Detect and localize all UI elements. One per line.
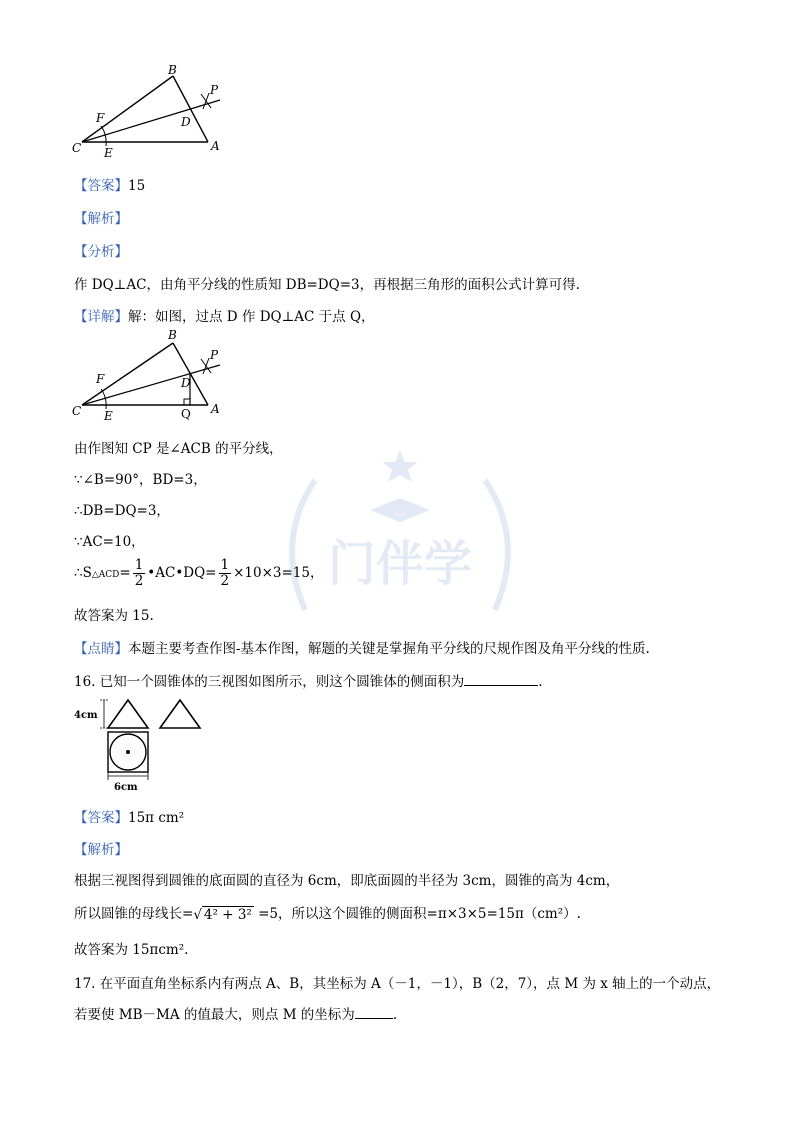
q15-step5: ∴S△ACD= $\frac{1}{2}$ •AC•DQ= $\frac{1}{2}$ ×10×3=15， xyxy=(74,557,324,589)
figure-angle-bisector-1 xyxy=(70,60,240,160)
label-q: Q xyxy=(181,407,191,421)
label-a: A xyxy=(211,139,220,153)
answer-blank xyxy=(464,685,538,686)
q17-line2: 若要使 MB－MA 的值最大，则点 M 的坐标为 . xyxy=(74,1007,398,1023)
q15-conclusion: 故答案为 15. xyxy=(74,608,154,624)
q15-step4: ∵AC=10， xyxy=(74,534,145,550)
detail-tag: 【详解】 xyxy=(74,309,128,325)
answer-value: 15π cm² xyxy=(128,810,185,826)
answer-blank xyxy=(355,1018,393,1019)
label-e: E xyxy=(104,409,113,423)
watermark-text: 门伴学 xyxy=(327,536,473,592)
q16-question: 16. 已知一个圆锥体的三视图如图所示，则这个圆锥体的侧面积为 . xyxy=(74,674,543,690)
q16-answer xyxy=(74,806,184,826)
q16-line2: 所以圆锥的母线长= √ 4² + 3² =5，所以这个圆锥的侧面积=π×3×5=15π（cm²）. xyxy=(74,906,581,923)
fraction-half: $\frac{1}{2}$ xyxy=(220,557,230,589)
q15-answer xyxy=(74,174,145,194)
q15-step2: ∵∠B=90°，BD=3， xyxy=(74,472,207,488)
q15-step1: 由作图知 CP 是∠ACB 的平分线， xyxy=(74,441,283,457)
label-b: B xyxy=(168,63,177,77)
label-f: F xyxy=(96,372,105,386)
q16-analysis: 根据三视图得到圆锥的底面圆的直径为 6cm，即底面圆的半径为 3cm，圆锥的高为 4cm， xyxy=(74,873,620,889)
label-e: E xyxy=(104,146,113,160)
detail-text: 解：如图，过点 D 作 DQ⊥AC 于点 Q， xyxy=(128,309,375,325)
answer-value: 15 xyxy=(128,178,146,194)
q15-review xyxy=(74,637,650,657)
label-d: D xyxy=(181,115,191,129)
q15-fenxi-tag: 【分析】 xyxy=(74,244,128,260)
label-c: C xyxy=(72,141,82,155)
answer-tag: 【答案】 xyxy=(74,810,128,826)
label-f: F xyxy=(96,111,105,125)
dim-height: 4cm xyxy=(74,710,98,721)
q16-conclusion: 故答案为 15πcm². xyxy=(74,942,189,958)
q17-line1: 17. 在平面直角坐标系内有两点 A、B，其坐标为 A（－1，－1），B（2，7），点 M 为 x 轴上的一个动点， xyxy=(74,976,721,992)
label-d: D xyxy=(181,376,191,390)
q15-analysis-tag: 【解析】 xyxy=(74,211,128,227)
label-p: P xyxy=(210,83,219,97)
label-c: C xyxy=(72,404,82,418)
review-tag: 【点睛】 xyxy=(74,641,128,657)
label-b: B xyxy=(168,328,177,342)
label-a: A xyxy=(211,402,220,416)
figure-angle-bisector-2 xyxy=(70,325,240,425)
fraction-half: $\frac{1}{2}$ xyxy=(134,557,144,589)
q16-analysis-tag: 【解析】 xyxy=(74,842,128,858)
dim-width: 6cm xyxy=(114,782,138,793)
q15-detail xyxy=(74,305,375,325)
answer-tag: 【答案】 xyxy=(74,178,128,194)
figure-three-views xyxy=(72,694,222,794)
watermark-logo xyxy=(265,440,535,634)
review-text: 本题主要考查作图-基本作图，解题的关键是掌握角平分线的尺规作图及角平分线的性质. xyxy=(128,641,650,657)
q15-step3: ∴DB=DQ=3， xyxy=(74,503,170,519)
label-p: P xyxy=(210,348,219,362)
q15-fenxi: 作 DQ⊥AC，由角平分线的性质知 DB=DQ=3，再根据三角形的面积公式计算可得. xyxy=(74,277,580,293)
sqrt-expression: √ 4² + 3² xyxy=(193,907,252,923)
